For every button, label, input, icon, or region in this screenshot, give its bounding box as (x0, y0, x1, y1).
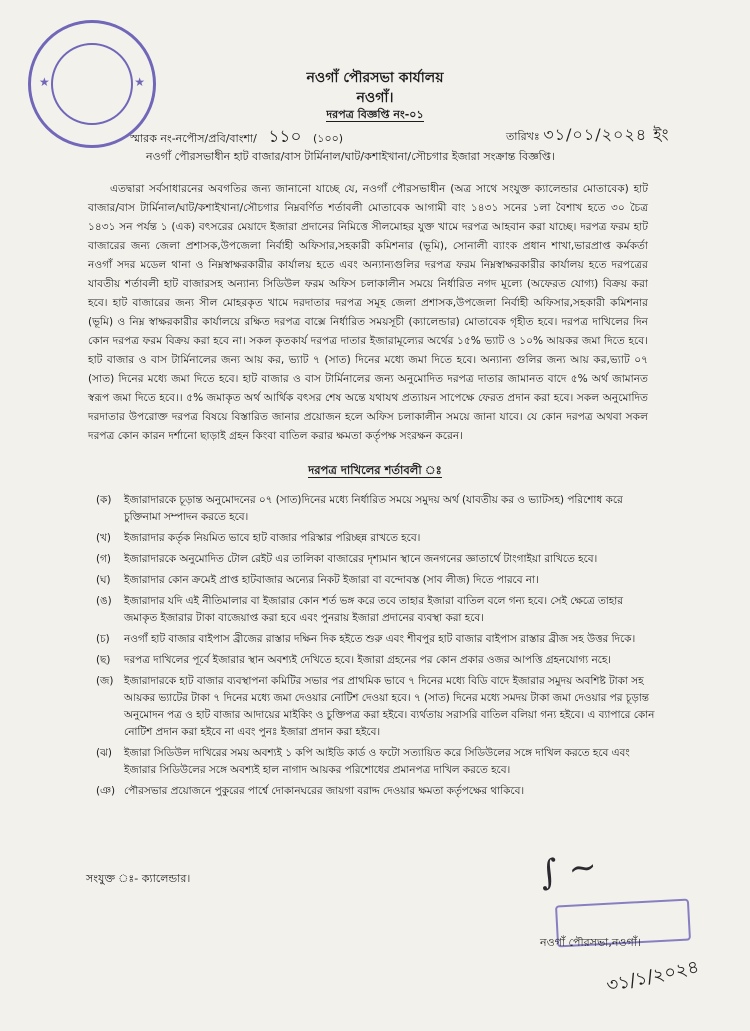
condition-item: (ক) ইজারাদারকে চূড়ান্ত অনুমোদনের ০৭ (সাত)দিনের মধ্যে নির্ধারিত সময়ে সমুদয় অর্থ (যাবতীয় কর ও ভ্যাটসহ) পরিশোধ করে চুক্তিনামা সম্পাদন করতে হবে। (96, 494, 623, 523)
notice-number: দরপত্র বিজ্ঞপ্তি নং-০১ (326, 108, 424, 121)
subject-line: নওগাঁ পৌরসভাধীন হাট বাজার/বাস টার্মিনাল/ঘাট/কশাইখানা/সৌচগার ইজারা সংক্রান্ত বিজ্ঞপ্তি। (146, 150, 555, 163)
seal-star-icon: ★ (134, 75, 145, 89)
signature-block (510, 846, 730, 1020)
date-value: ৩১/০১/২০২৪ ইং (543, 125, 670, 144)
condition-item: (ঘ) ইজারাদার কোন ক্রমেই প্রাপ্ত হাটবাজার অন্যের নিকট ইজারা বা বন্দোবস্ত (সাব লীজ) দিতে পারবে না। (96, 574, 539, 586)
condition-item: (চ) নওগাঁ হাট বাজার বাইপাস ব্রীজের রাস্তার দক্ষিন দিক হইতে শুরু এবং শীবপুর হাট বাজার বাইপাস রাস্তার ব্রীজ সহ উত্তর দিকে। (96, 633, 636, 645)
body-paragraph (88, 180, 648, 446)
handwritten-date: ৩১/১/২০২৪ (604, 956, 701, 997)
condition-item: (খ) ইজারাদার কর্তৃক নিয়মিত ভাবে হাট বাজার পরিস্কার পরিচ্ছন্ন রাখতে হবে। (96, 532, 421, 544)
attachment-note: সংযুক্ত ঃ- ক্যালেন্ডার। (86, 872, 191, 885)
memo-count: (১০০) (313, 132, 344, 145)
notice-date (506, 122, 669, 149)
signatory-designation: নওগাঁ পৌরসভা,নওগাঁ। (540, 936, 641, 949)
condition-item: (ঙ) ইজারাদার যদি এই নীতিমালার বা ইজারার কোন শর্ত ভঙ্গ করে তবে তাহার ইজারা বাতিল বলে গন্য হবে। সেই ক্ষেত্রে তাহার জমাকৃত ইজারার টাকা বাজেয়াপ্ত করা হবে এবং পুনরায় ইজারা প্রদানের ব্যবস্থা করা হবে। (96, 595, 623, 624)
condition-item: (গ) ইজারাদারকে অনুমোদিত টোল রেইট এর তালিকা বাজারের দৃশ্যমান স্থানে জনগনের জ্ঞাতার্থে টাংগাইয়া রাখিতে হবে। (96, 553, 598, 565)
body-text: এতদ্বারা সর্বসাধারনের অবগতির জন্য জানানো যাচ্ছে যে, নওগাঁ পৌরসভাধীন (অত্র সাথে সংযুক্ত ক্যালেন্ডার মোতাবেক) হাট বাজার/বাস টার্মিনাল/ঘাট/কশাইখানা/সৌচগার নিম্নবর্ণিত শর্তাবলী মোতাবেক আগামী বাং ১৪৩১ সনের ১লা বৈশাখ হতে ৩০ চৈত্র ১৪৩১ সন পর্যন্ত ১ (এক) বৎসরের মেয়াদে ইজারা প্রদানের নিমিত্তে সীলমোহর যুক্ত খামে দরপত্র আহবান করা যাচ্ছে। দরপত্র ফরম হাট বাজারের জন্য জেলা প্রশাসক,উপজেলা নির্বাহী অফিসার,সহকারী কমিশনার (ভূমি), সোনালী ব্যাংক প্রধান শাখা,ভারপ্রাপ্ত কর্মকর্তা নওগাঁ সদর মডেল থানা ও নিম্নস্বাক্ষরকারীর কার্যালয় হতে এবং অন্যান্যগুলির দরপত্র ফরম নিম্নস্বাক্ষরকারীর কার্যালয় হতে দরপত্রের যাবতীয় শর্তাবলী হাট বাজারসহ অন্যান্য সিডিউল ফরম অফিস চলাকালীন সময়ে নির্ধারিত নগদ মূল্যে (অফেরত যোগ্য) বিক্রয় করা হবে। হাট বাজারের জন্য সীল মোহরকৃত খামে দরদাতার দরপত্র সমূহ জেলা প্রশাসক,উপজেলা নির্বাহী অফিসার,সহকারী কমিশনার (ভূমি) ও নিম্ন স্বাক্ষরকারীর কার্যালয়ে রক্ষিত দরপত্র বাক্সে নির্ধারিত সময়সূচী (ক্যালেন্ডার) মোতাবেক গৃহীত হবে। দরপত্র দাখিলের দিন কোন দরপত্র ফরম বিক্রয় করা হবে না। সকল কৃতকার্য দরপত্র দাতার ইজারামূল্যের অর্থের ১৫% ভ্যাট ও ১০% আয়কর জমা দিতে হবে। হাট বাজার ও বাস টার্মিনালের জন্য আয় কর, ভ্যাট ৭ (সাত) দিনের মধ্যে জমা দিতে হবে। অন্যান্য গুলির জন্য আয় কর,ভ্যাট ০৭ (সাত) দিনের মধ্যে জমা দিতে হবে। হাট বাজার ও বাস টার্মিনালের জন্য অনুমোদিত দরপত্র দাতার জামানত বাদে ৫% অর্থ জামানত স্বরূপ জমা দিতে হবে।। ৫% জমাকৃত অর্থ আর্থিক বৎসর শেষ অন্তে যথাযথ প্রত্যায়ন সাপেক্ষে ফেরত প্রদান করা হবে। সকল অনুমোদিত দরদাতার উপরোক্ত দরপত্র বিষয়ে বিস্তারিত জানার প্রয়োজন হলে অফিস চলাকালীন সময়ে জানা যাবে। যে কোন দরপত্র অথবা সকল দরপত্র কোন কারন দর্শানো ছাড়াই গ্রহন কিংবা বাতিল করার ক্ষমতা কর্তৃপক্ষ সংরক্ষন করেন। (88, 183, 648, 442)
condition-item: (জ) ইজারাদারকে হাট বাজার ব্যবস্থাপনা কমিটির সভার পর প্রাথমিক ভাবে ৭ দিনের মধ্যে বিডি বাদে ইজারার সমুদয় অবশিষ্ট টাকা সহ আয়কর ভ্যাটের টাকা ৭ দিনের মধ্যে জমা দেওয়ার নোটিশ দেওয়া হবে। ৭ (সাত) দিনের মধ্যে সমদয় টাকা জমা দেওয়ার পর চূড়ান্ত অনুমোদন পত্র ও হাট বাজার আদায়ের মাইকিং ও চুক্তিপত্র করা হইবে। ব্যর্থতায় সরাসরি বাতিল বলিয়া গন্য হইবে। এ ব্যাপারে কোন নোটিশ প্রদান করা হইবে না এবং পুনঃ ইজারা প্রদান করা হইবে। (96, 675, 655, 738)
office-title: নওগাঁ পৌরসভা কার্যালয় (306, 70, 444, 86)
conditions-heading: দরপত্র দাখিলের শর্তাবলী ঃ (308, 463, 442, 477)
signature-scribble: ∫ ~ (537, 846, 600, 894)
memo-prefix: স্মারক নং-নপৌস/প্রবি/বাংশা/ (130, 132, 257, 145)
conditions-list (96, 492, 656, 804)
memo-number: ১১০ (268, 127, 302, 147)
condition-item: (ছ) দরপত্র দাখিলের পূর্বে ইজারার স্থান অবশ্যই দেখিতে হবে। ইজারা গ্রহনের পর কোন প্রকার ওজর আপত্তি গ্রহনযোগ্য নহে। (96, 654, 612, 666)
date-label: তারিখঃ (506, 130, 540, 143)
condition-item: (ঝ) ইজারা সিডিউল দাখিরের সময় অবশ্যই ১ কপি আইডি কার্ড ও ফটো সত্যায়িত করে সিডিউলের সঙ্গে দাখিল করতে হবে এবং ইজারার সিডিউলের সঙ্গে অবশ্যই হাল নাগাদ আয়কর পরিশোধের প্রমানপত্র দাখিল করতে হবে। (96, 747, 630, 776)
office-place: নওগাঁ। (356, 90, 394, 106)
seal-star-icon: ★ (39, 75, 50, 89)
condition-item: (ঞ) পৌরসভার প্রয়োজনে পুকুরের পার্শ্বে দোকানঘরের জায়গা বরাদ্দ দেওয়ার ক্ষমতা কর্তৃপক্ষের থাকিবে। (96, 785, 525, 797)
